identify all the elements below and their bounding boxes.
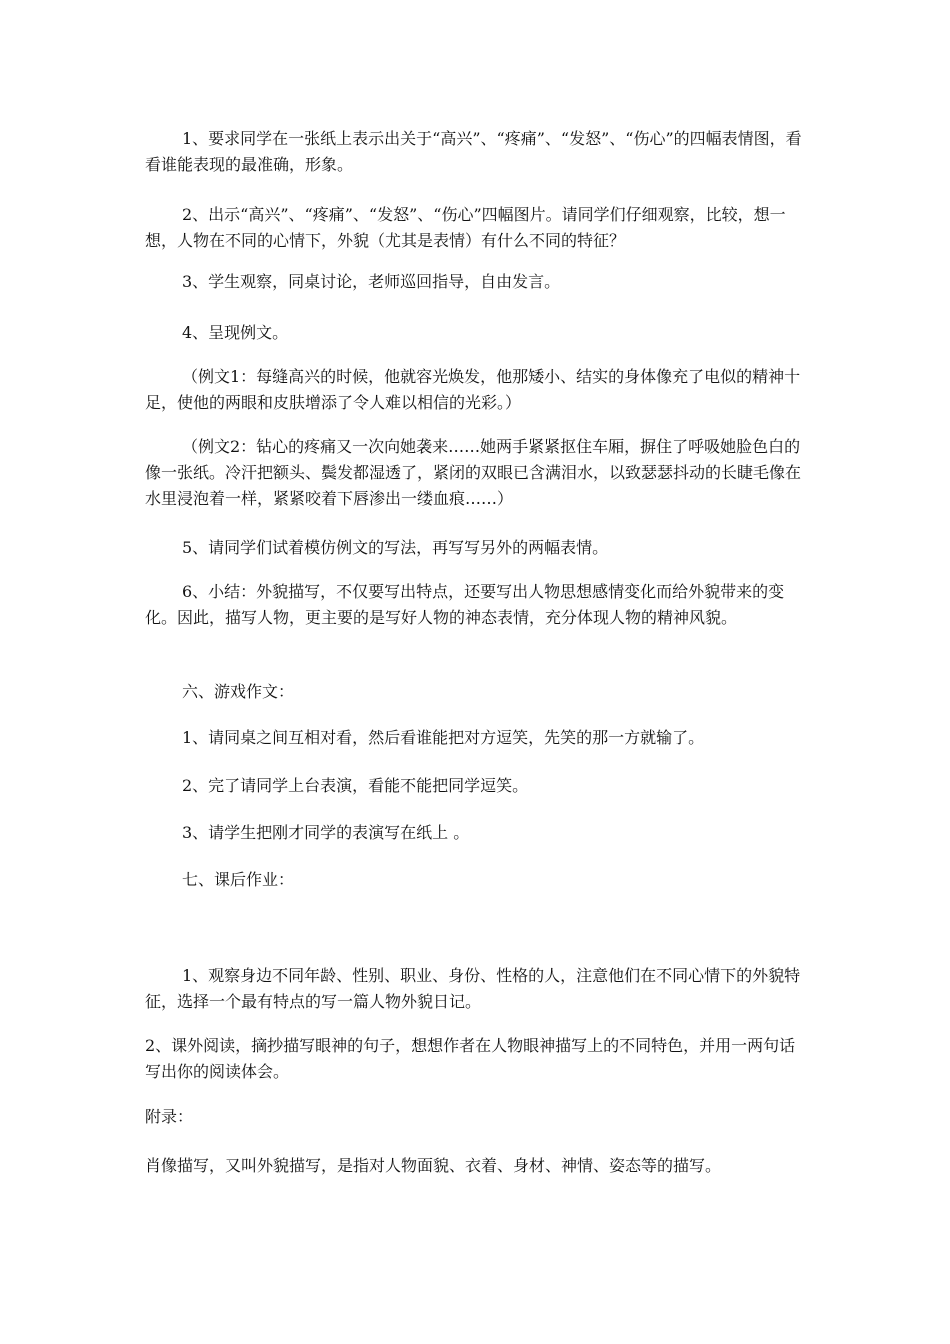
- paragraph-task-3: 3、学生观察，同桌讨论，老师巡回指导，自由发言。: [182, 272, 561, 291]
- paragraph-task-5: 5、请同学们试着模仿例文的写法，再写写另外的两幅表情。: [182, 538, 609, 557]
- paragraph-homework-1: 1、观察身边不同年龄、性别、职业、身份、性格的人，注意他们在不同心情下的外貌特征，选择一个最有特点的写一篇人物外貌日记。: [145, 966, 801, 1011]
- paragraph-game-3: 3、请学生把刚才同学的表演写在纸上 。: [182, 823, 470, 842]
- paragraph-homework-2: 2、课外阅读，摘抄描写眼神的句子，想想作者在人物眼神描写上的不同特色，并用一两句话写出你的阅读体会。: [145, 1036, 796, 1081]
- paragraph-task-1: 1、要求同学在一张纸上表示出关于“高兴”、“疼痛”、“发怒”、“伤心”的四幅表情图，看看谁能表现的最准确，形象。: [145, 129, 802, 174]
- heading-homework: 七、课后作业：: [182, 870, 295, 889]
- paragraph-game-2: 2、完了请同学上台表演，看能不能把同学逗笑。: [182, 776, 529, 795]
- paragraph-summary: 6、小结：外貌描写，不仅要写出特点，还要写出人物思想感情变化而给外貌带来的变化。因此，描写人物，更主要的是写好人物的神态表情，充分体现人物的精神风貌。: [145, 582, 785, 627]
- heading-appendix: 附录：: [145, 1107, 194, 1126]
- paragraph-example-1: （例文1：每缝高兴的时候，他就容光焕发，他那矮小、结实的身体像充了电似的精神十足，使他的两眼和皮肤增添了令人难以相信的光彩。）: [145, 367, 801, 412]
- paragraph-game-1: 1、请同桌之间互相对看，然后看谁能把对方逗笑，先笑的那一方就输了。: [182, 728, 705, 747]
- paragraph-task-4: 4、呈现例文。: [182, 323, 289, 342]
- heading-game-writing: 六、游戏作文：: [182, 682, 295, 701]
- paragraph-example-2: （例文2：钻心的疼痛又一次向她袭来……她两手紧紧抠住车厢，摒住了呼吸她脸色白的像一张纸。冷汗把额头、鬓发都湿透了，紧闭的双眼已含满泪水，以致瑟瑟抖动的长睫毛像在水里浸泡着一样，紧紧咬着下唇渗出一缕血痕……）: [145, 437, 802, 508]
- paragraph-appendix: 肖像描写，又叫外貌描写，是指对人物面貌、衣着、身材、神情、姿态等的描写。: [145, 1156, 722, 1175]
- paragraph-task-2: 2、出示“高兴”、“疼痛”、“发怒”、“伤心”四幅图片。请同学们仔细观察，比较，想一想，人物在不同的心情下，外貌（尤其是表情）有什么不同的特征？: [145, 205, 786, 250]
